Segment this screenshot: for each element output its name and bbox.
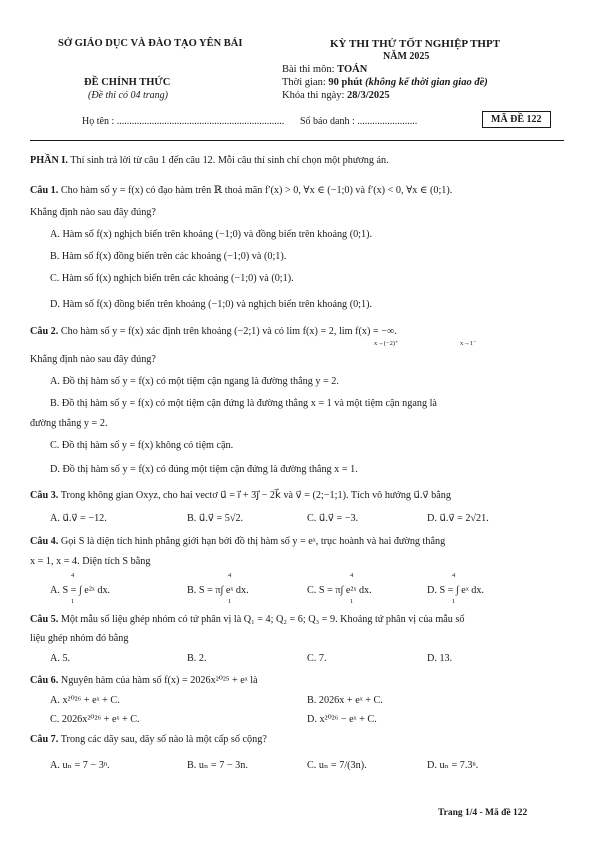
- int-upper-b: 4: [228, 572, 232, 579]
- question-label: Câu 2.: [30, 326, 59, 337]
- option-b[interactable]: B. S = π∫ eˣ dx.: [187, 585, 249, 596]
- option-d[interactable]: D. Hàm số f(x) đồng biến trên khoảng (−1;0) và nghịch biến trên khoảng (0;1).: [50, 299, 373, 310]
- option-d[interactable]: D. S = ∫ eˣ dx.: [427, 585, 485, 596]
- option-b[interactable]: B. 2.: [187, 653, 207, 664]
- option-c[interactable]: C. uₙ = 7/(3n).: [307, 760, 367, 771]
- option-b[interactable]: B. Đồ thị hàm số y = f(x) có một tiệm cận đứng là đường thẳng x = 1 và một tiệm cận ngang là: [50, 398, 437, 409]
- question-text: liệu ghép nhóm đó bằng: [30, 633, 129, 644]
- question-label: Câu 1.: [30, 185, 59, 196]
- question-label: Câu 7.: [30, 734, 59, 745]
- question-text: Cho hàm số y = f(x) xác định trên khoảng (−2;1) và có lim f(x) = 2, lim f(x) = −∞.: [60, 326, 397, 337]
- header-divider: [30, 140, 564, 141]
- option-a[interactable]: A. u⃗.v⃗ = −12.: [50, 513, 107, 524]
- option-b-continued: đường thẳng y = 2.: [30, 418, 108, 429]
- subject-value: TOÁN: [337, 64, 368, 75]
- question-5: [30, 614, 465, 626]
- part1-instruction: [30, 155, 389, 167]
- option-c[interactable]: C. 7.: [307, 653, 327, 664]
- option-c[interactable]: C. Đồ thị hàm số y = f(x) không có tiệm cận.: [50, 440, 234, 451]
- date-label: Khóa thi ngày:: [282, 90, 345, 101]
- part1-label: PHẦN I.: [30, 155, 68, 166]
- id-field: Số báo danh : ........................: [300, 116, 418, 127]
- question-label: Câu 4.: [30, 536, 59, 547]
- option-d[interactable]: D. uₙ = 7.3ⁿ.: [427, 760, 479, 771]
- question-6: [30, 675, 258, 687]
- int-lower-a: 1: [71, 598, 75, 605]
- option-d[interactable]: D. u⃗.v⃗ = 2√21.: [427, 513, 489, 524]
- official-label: ĐỀ CHÍNH THỨC: [84, 77, 171, 88]
- option-d[interactable]: D. x²⁰²⁶ − eˣ + C.: [307, 714, 377, 725]
- exam-year: NĂM 2025: [383, 51, 430, 62]
- limit-subscript-1: x→(−2)⁺: [374, 340, 399, 347]
- option-d[interactable]: D. Đồ thị hàm số y = f(x) có đúng một tiệm cận đứng là đường thẳng x = 1.: [50, 464, 358, 475]
- question-3: [30, 490, 451, 502]
- int-lower-b: 1: [228, 598, 232, 605]
- subject-label: Bài thi môn:: [282, 64, 335, 75]
- option-a[interactable]: A. S = ∫ e²ˣ dx.: [50, 585, 111, 596]
- time-value: 90 phút: [328, 77, 363, 88]
- int-lower-c: 1: [350, 598, 354, 605]
- exam-code-box: MÃ ĐỀ 122: [482, 111, 551, 128]
- time-row: [282, 77, 488, 88]
- question-2: [30, 326, 397, 338]
- question-text: Trong không gian Oxyz, cho hai vectơ u⃗ = i⃗ + 3j⃗ − 2k⃗ và v⃗ = (2;−1;1). Tích vô hướng u⃗.v⃗ bằng: [60, 490, 451, 501]
- option-c[interactable]: C. 2026x²⁰²⁶ + eˣ + C.: [50, 714, 140, 725]
- dept-name: SỞ GIÁO DỤC VÀ ĐÀO TẠO YÊN BÁI: [58, 38, 243, 49]
- question-1: [30, 185, 452, 197]
- option-b[interactable]: B. uₙ = 7 − 3n.: [187, 760, 248, 771]
- option-c[interactable]: C. u⃗.v⃗ = −3.: [307, 513, 359, 524]
- int-upper-d: 4: [452, 572, 456, 579]
- name-field: Họ tên : ...................................................................: [82, 116, 285, 127]
- question-text: Khẳng định nào sau đây đúng?: [30, 354, 156, 365]
- part1-text: Thí sinh trả lời từ câu 1 đến câu 12. Mỗi câu thí sinh chỉ chọn một phương án.: [70, 155, 389, 166]
- option-b[interactable]: B. Hàm số f(x) đồng biến trên các khoảng (−1;0) và (0;1).: [50, 251, 287, 262]
- int-lower-d: 1: [452, 598, 456, 605]
- question-text: Khẳng định nào sau đây đúng?: [30, 207, 156, 218]
- question-label: Câu 5.: [30, 614, 59, 625]
- option-c[interactable]: C. Hàm số f(x) nghịch biến trên các khoảng (−1;0) và (0;1).: [50, 273, 294, 284]
- option-a[interactable]: A. Hàm số f(x) nghịch biến trên khoảng (−1;0) và đồng biến trên khoảng (0;1).: [50, 229, 373, 240]
- question-text: Trong các dãy sau, dãy số nào là một cấp số cộng?: [60, 734, 267, 745]
- question-text: Cho hàm số y = f(x) có đạo hàm trên ℝ thoả mãn f′(x) > 0, ∀x ∈ (−1;0) và f′(x) < 0, ∀x ∈ (0;1).: [60, 185, 453, 196]
- option-d[interactable]: D. 13.: [427, 653, 453, 664]
- exam-title: KỲ THI THỬ TỐT NGHIỆP THPT: [330, 38, 501, 50]
- time-note: (không kể thời gian giao đề): [365, 77, 488, 88]
- time-label: Thời gian:: [282, 77, 326, 88]
- subject-row: [282, 64, 367, 75]
- option-a[interactable]: A. Đồ thị hàm số y = f(x) có một tiệm cận ngang là đường thẳng y = 2.: [50, 376, 339, 387]
- date-row: [282, 90, 390, 101]
- question-text: x = 1, x = 4. Diện tích S bằng: [30, 556, 151, 567]
- option-c[interactable]: C. S = π∫ e²ˣ dx.: [307, 585, 372, 596]
- question-text: Nguyên hàm của hàm số f(x) = 2026x²⁰²⁵ + eˣ là: [60, 675, 258, 686]
- date-value: 28/3/2025: [347, 90, 390, 101]
- option-b[interactable]: B. u⃗.v⃗ = 5√2.: [187, 513, 244, 524]
- question-label: Câu 3.: [30, 490, 59, 501]
- page-count: (Đề thi có 04 trang): [88, 90, 168, 101]
- question-4: [30, 536, 445, 548]
- option-a[interactable]: A. x²⁰²⁶ + eˣ + C.: [50, 695, 120, 706]
- question-label: Câu 6.: [30, 675, 59, 686]
- int-upper-c: 4: [350, 572, 354, 579]
- int-upper-a: 4: [71, 572, 75, 579]
- option-a[interactable]: A. 5.: [50, 653, 71, 664]
- limit-subscript-2: x→1⁻: [460, 340, 477, 347]
- question-text: Một mẫu số liệu ghép nhóm có tứ phân vị là Q₁ = 4; Q₂ = 6; Q₃ = 9. Khoảng tứ phân vị của mẫu số: [60, 614, 465, 625]
- option-a[interactable]: A. uₙ = 7 − 3ⁿ.: [50, 760, 110, 771]
- question-text: Gọi S là diện tích hình phẳng giới hạn bởi đồ thị hàm số y = eˣ, trục hoành và hai đường thẳng: [60, 536, 446, 547]
- page-footer: Trang 1/4 - Mã đề 122: [438, 808, 528, 818]
- question-7: [30, 734, 267, 746]
- option-b[interactable]: B. 2026x + eˣ + C.: [307, 695, 383, 706]
